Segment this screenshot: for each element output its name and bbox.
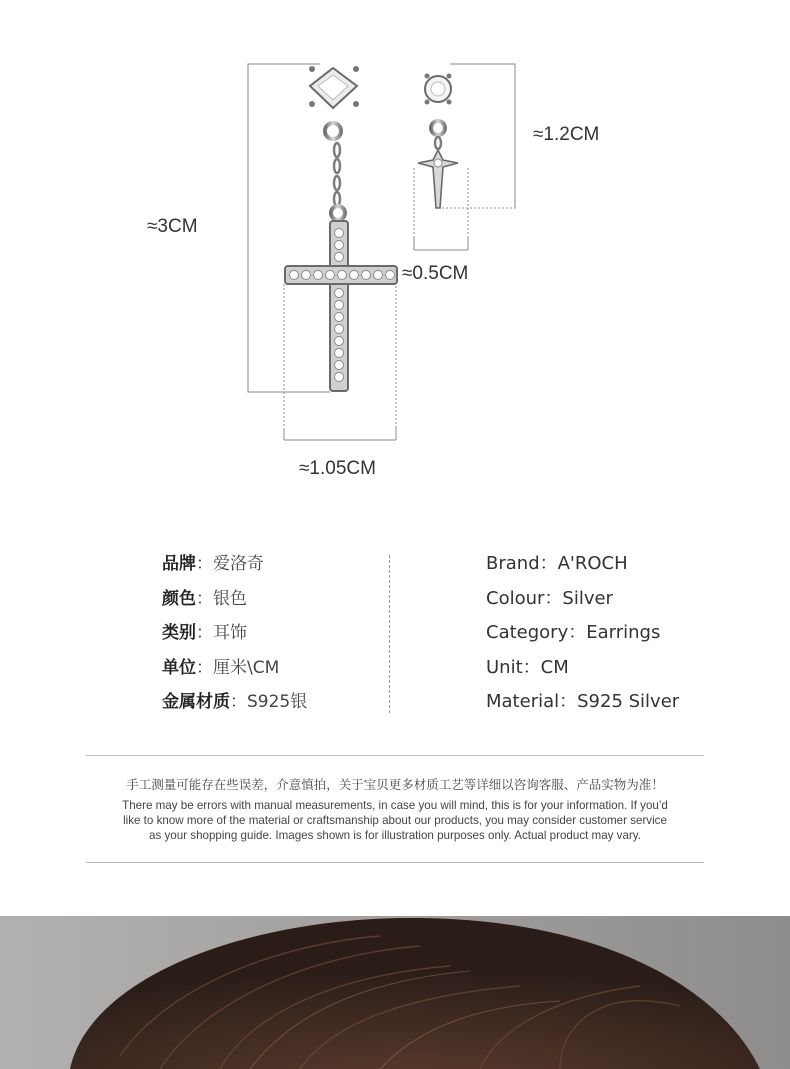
short-earring [418,74,458,209]
crystal-stone [335,253,344,262]
crystal-stone [386,271,395,280]
crystal-stone [350,271,359,280]
spec-row-unit-cn: 单位：厘米\CM [162,657,280,678]
notice-english-line: There may be errors with manual measurements, in case you will mind, this is for your information. If you’d [122,799,668,812]
crystal-stone [335,289,344,298]
cross-width-label: ≈1.05CM [299,458,376,479]
crystal-stone [335,325,344,334]
total-length-label: ≈3CM [147,216,198,237]
crystal-stone [335,313,344,322]
crystal-stone [335,229,344,238]
notice-chinese: 手工测量可能存在些误差，介意慎拍，关于宝贝更多材质工艺等详细以咨询客服、产品实物为准！ [126,777,664,792]
spec-row-material-en: Material：S925 Silver [486,691,680,712]
short-width-label: ≈0.5CM [402,263,469,284]
crystal-stone [335,301,344,310]
dimension-lines-long [248,64,396,440]
model-photo [0,916,790,1069]
crystal-stone [314,271,323,280]
crystal-stone [335,373,344,382]
crystal-stone [335,349,344,358]
spec-row-brand-en: Brand：A'ROCH [486,553,628,574]
long-earring [285,66,397,391]
notice-english-line: as your shopping guide. Images shown is for illustration purposes only. Actual product may vary. [149,829,641,842]
crystal-stone [362,271,371,280]
specs-chinese [162,552,307,725]
spec-row-category-cn: 类别：耳饰 [162,623,247,643]
crystal-stone [335,337,344,346]
crystal-stone [290,271,299,280]
crystal-stone [338,271,347,280]
hair-image [0,916,790,1069]
spec-row-colour-cn: 颜色：银色 [162,588,247,609]
notice-bottom-rule [86,862,704,863]
spec-row-colour-en: Colour：Silver [486,587,613,609]
crystal-stone [374,271,383,280]
spec-divider [389,555,390,713]
spec-row-unit-en: Unit：CM [486,656,569,678]
spec-row-category-en: Category：Earrings [486,622,661,643]
spec-row-brand-cn: 品牌：爱洛奇 [162,554,264,574]
notice-english-line: like to know more of the material or craftsmanship about our products, you may consider customer service [123,814,667,827]
crystal-stone [335,241,344,250]
earring-dimension-diagram [0,0,790,520]
short-length-label: ≈1.2CM [533,124,600,145]
crystal-stone [302,271,311,280]
notice-english [100,798,690,843]
crystal-stone [335,361,344,370]
crystal-stone [326,271,335,280]
notice-top-rule [86,755,704,756]
specs-english [486,552,679,725]
spec-row-material-cn: 金属材质：S925银 [162,692,308,712]
earring-illustration [0,0,790,520]
